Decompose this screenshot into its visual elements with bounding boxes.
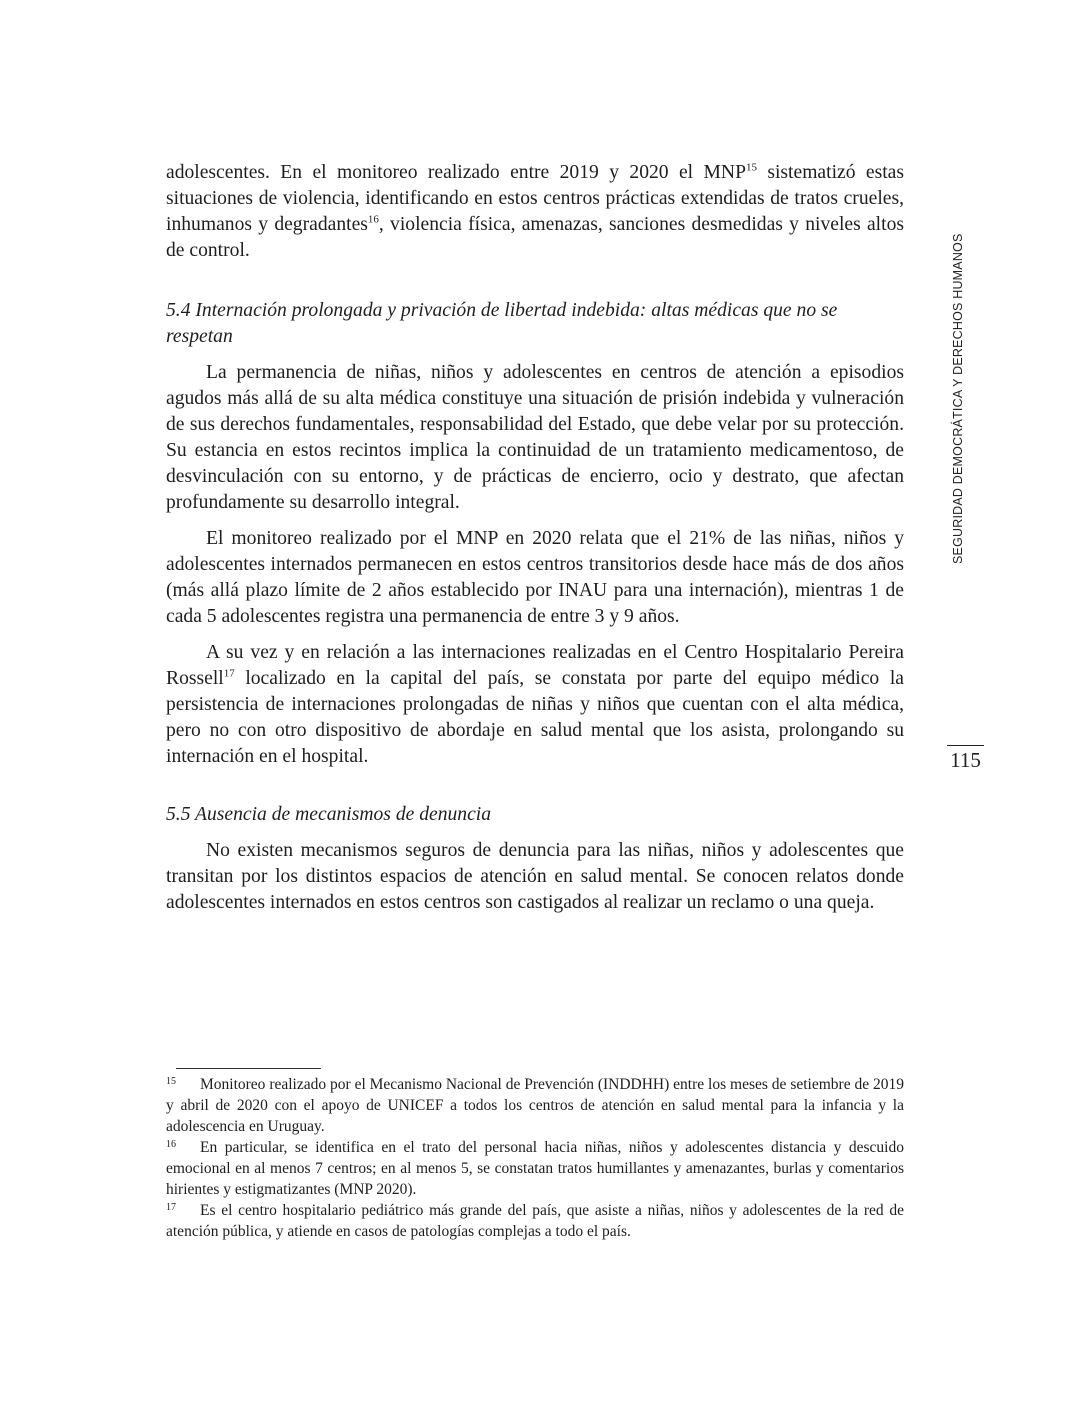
paragraph-intro: adolescentes. En el monitoreo realizado entre 2019 y 2020 el MNP$^{15}$ sistematizó estas situaciones de violencia, identificando en estos centros prácticas extendidas de tratos crueles, inhumanos y degradantes$^{16}$, violencia física, amenazas, sanciones desmedidas y niveles altos de control. — [166, 161, 904, 261]
body-text — [166, 160, 904, 916]
running-side-title: SEGURIDAD DEMOCRÁTICA Y DERECHOS HUMANOS — [951, 233, 965, 564]
footnote-text: Monitoreo realizado por el Mecanismo Nacional de Prevención (INDDHH) entre los meses de setiembre de 2019 y abril de 2020 con el apoyo de UNICEF a todos los centros de atención en salud mental para la infancia y la adolescencia en Uruguay. — [166, 1076, 904, 1135]
footnote-15: 15 Monitoreo realizado por el Mecanismo Nacional de Prevención (INDDHH) entre los meses de setiembre de 2019 y abril de 2020 con el apoyo de UNICEF a todos los centros de atención en salud mental para la infancia y la adolescencia en Uruguay. — [166, 1076, 904, 1135]
footnote-ref-15[interactable]: 15 — [745, 161, 757, 174]
page-number-rule — [947, 745, 984, 746]
paragraph-denuncia: No existen mecanismos seguros de denuncia para las niñas, niños y adolescentes que transitan por los distintos espacios de atención en salud mental. Se conocen relatos donde adolescentes internados en estos centros son castigados al realizar un reclamo o una queja. — [166, 840, 904, 913]
section-heading-5-5: 5.5 Ausencia de mecanismos de denuncia — [166, 804, 492, 825]
footnote-text: Es el centro hospitalario pediátrico más grande del país, que asiste a niñas, niños y adolescentes de la red de atención pública, y atiende en casos de patologías complejas a todo el país. — [166, 1202, 904, 1240]
paragraph-monitoreo: El monitoreo realizado por el MNP en 2020 relata que el 21% de las niñas, niños y adolescentes internados permanecen en estos centros transitorios desde hace más de dos años (más allá plazo límite de 2 años establecido por INAU para una internación), mientras 1 de cada 5 adolescentes registra una permanencia de entre 3 y 9 años. — [166, 528, 904, 627]
page-number: 115 — [950, 748, 981, 772]
footnote-text: En particular, se identifica en el trato del personal hacia niñas, niños y adolescentes distancia y descuido emocional en al menos 7 centros; en al menos 5, se constatan tratos humillantes y amenazantes, burlas y comentarios hirientes y estigmatizantes (MNP 2020). — [166, 1139, 904, 1198]
paragraph-permanencia: La permanencia de niñas, niños y adolescentes en centros de atención a episodios agudos más allá de su alta médica constituye una situación de prisión indebida y vulneración de sus derechos fundamentales, responsabilidad del Estado, que debe velar por su protección. Su estancia en estos recintos implica la continuidad de un tratamiento medicamentoso, de desvinculación con su entorno, y de prácticas de encierro, ocio y destrato, que afectan profundamente su desarrollo integral. — [166, 362, 904, 513]
footnote-ref-16[interactable]: 16 — [367, 213, 379, 226]
footnote-ref-17[interactable]: 17 — [223, 667, 235, 680]
footnote-17: 17 Es el centro hospitalario pediátrico más grande del país, que asiste a niñas, niños y adolescentes de la red de atención pública, y atiende en casos de patologías complejas a todo el país. — [166, 1202, 904, 1240]
footnote-16: 16 En particular, se identifica en el trato del personal hacia niñas, niños y adolescentes distancia y descuido emocional en al menos 7 centros; en al menos 5, se constatan tratos humillantes y amenazantes, burlas y comentarios hirientes y estigmatizantes (MNP 2020). — [166, 1139, 904, 1198]
footnote-separator — [176, 1068, 321, 1069]
footnotes — [166, 1074, 904, 1242]
paragraph-pereira-rossell: A su vez y en relación a las internaciones realizadas en el Centro Hospitalario Pereira Rossell$^{17}$ localizado en la capital del país, se constata por parte del equipo médico la persistencia de internaciones prolongadas de niñas y niños que cuentan con el alta médica, pero no con otro dispositivo de abordaje en salud mental que los asista, prolongando su internación en el hospital. — [166, 642, 904, 767]
section-heading-5-4: 5.4 Internación prolongada y privación de libertad indebida: altas médicas que no se respetan — [166, 300, 838, 347]
